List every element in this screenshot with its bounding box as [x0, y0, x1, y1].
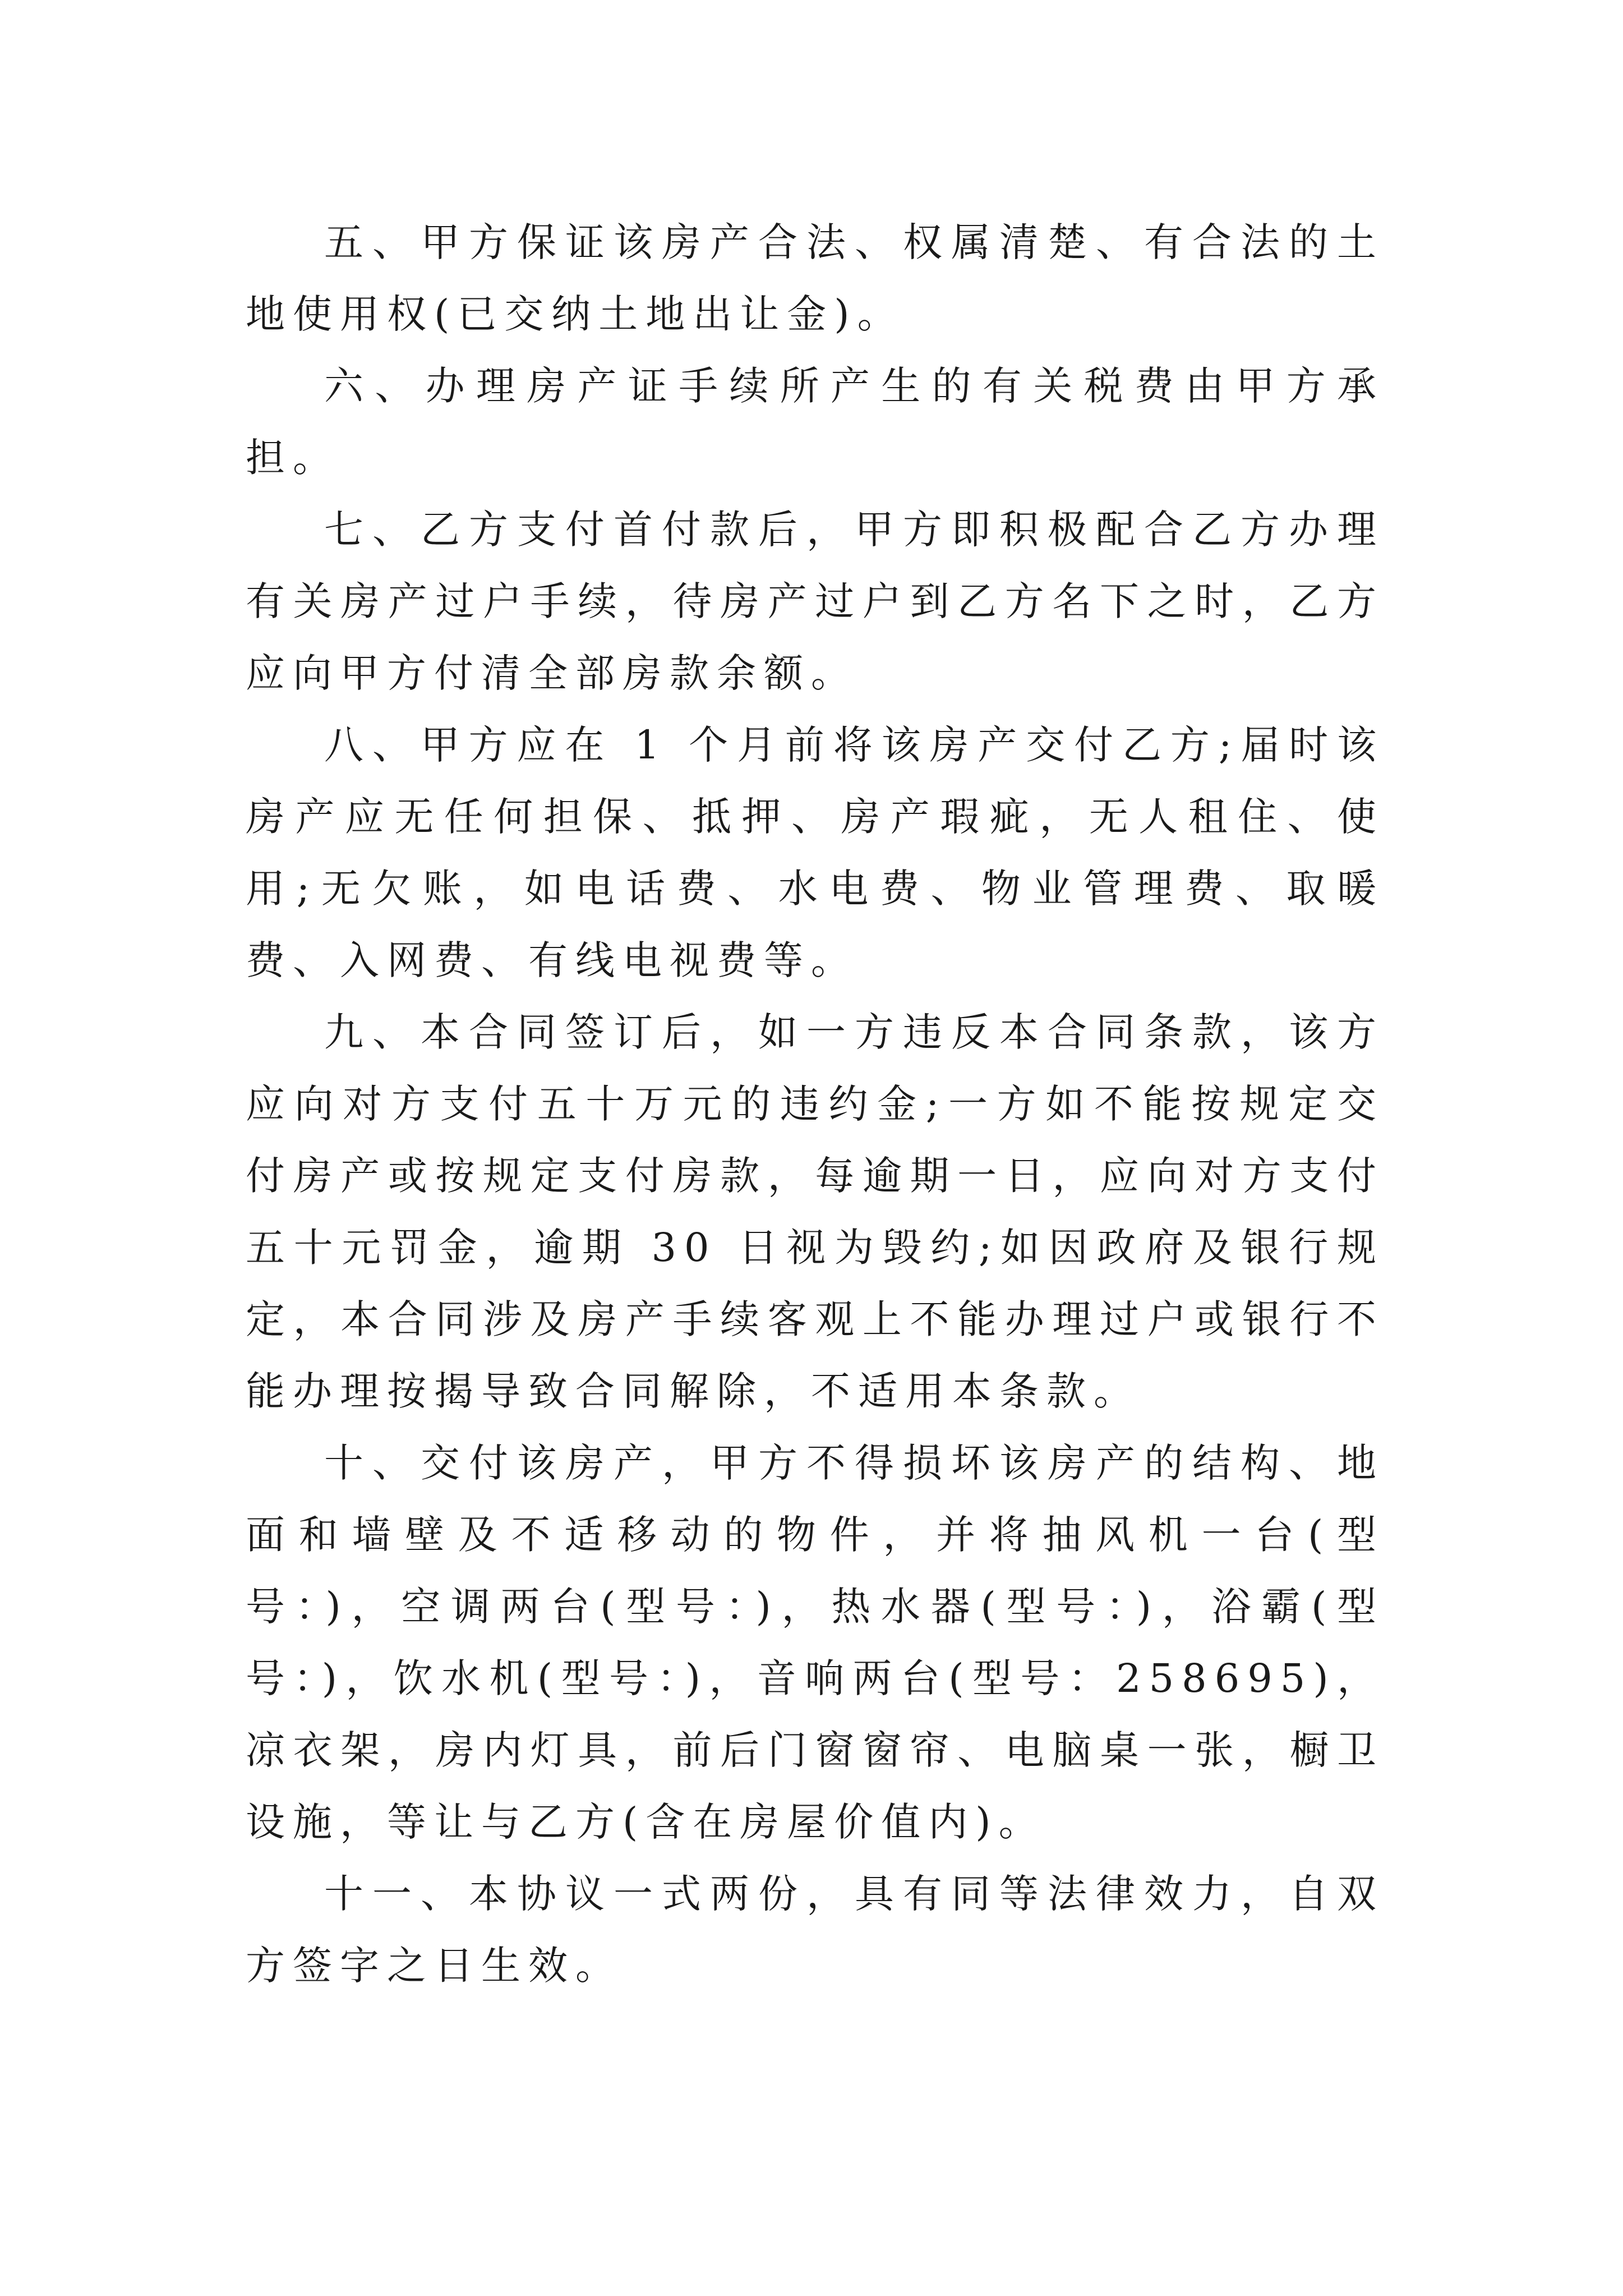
- clause-8: 八、甲方应在 1 个月前将该房产交付乙方;届时该房产应无任何担保、抵押、房产瑕疵，无人租住、使用;无欠账，如电话费、水电费、物业管理费、取暖费、入网费、有线电视费等。: [246, 722, 1384, 983]
- clause-7: 七、乙方支付首付款后，甲方即积极配合乙方办理有关房产过户手续，待房产过户到乙方名下之时，乙方应向甲方付清全部房款余额。: [246, 507, 1384, 696]
- clause-10: 十、交付该房产，甲方不得损坏该房产的结构、地面和墙壁及不适移动的物件，并将抽风机一台(型号：)，空调两台(型号：)，热水器(型号：)，浴霸(型号：)，饮水机(型号：)，音响两台(型号：258695)，凉衣架，房内灯具，前后门窗窗帘、电脑桌一张，橱卫设施，等让与乙方(含在房屋价值内)。: [246, 1440, 1384, 1845]
- clause-9: 九、本合同签订后，如一方违反本合同条款，该方应向对方支付五十万元的违约金;一方如不能按规定交付房产或按规定支付房款，每逾期一日，应向对方支付五十元罚金，逾期 30 日视为毁约;如因政府及银行规定，本合同涉及房产手续客观上不能办理过户或银行不能办理按揭导致合同解除，不适用本条款。: [246, 1009, 1384, 1414]
- clause-5: 五、甲方保证该房产合法、权属清楚、有合法的土地使用权(已交纳土地出让金)。: [246, 219, 1384, 337]
- clause-6: 六、办理房产证手续所产生的有关税费由甲方承担。: [246, 363, 1384, 481]
- clause-11: 十一、本协议一式两份，具有同等法律效力，自双方签字之日生效。: [246, 1871, 1384, 1989]
- document-body: [246, 206, 1384, 2001]
